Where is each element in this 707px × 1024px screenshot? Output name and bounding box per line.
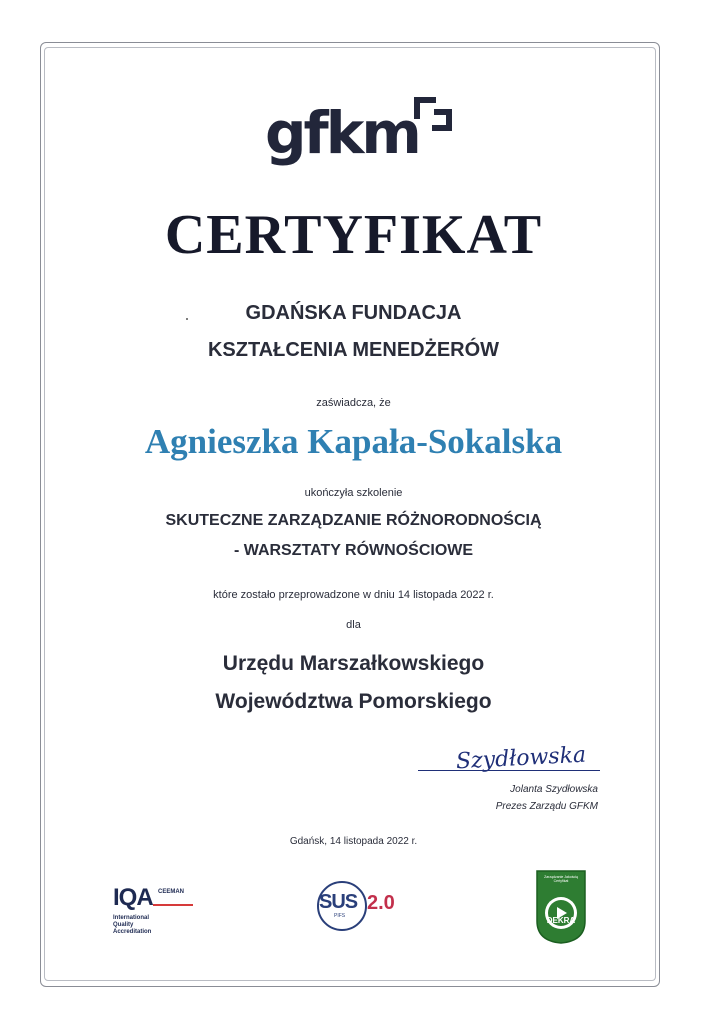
course-title-line-1: SKUTECZNE ZARZĄDZANIE RÓŻNORODNOŚCIĄ [165,512,542,529]
iqa-text: IQA [113,884,153,911]
iqa-caption-line: International [113,915,150,921]
ceeman-text: CEEMAN [158,889,185,895]
gfkm-logo [265,88,465,178]
iqa-caption-line: Quality [113,922,134,928]
certificate-title: CERTYFIKAT [164,204,543,266]
iqa-caption-line: Accreditation [113,929,152,935]
for-text: dla [346,619,361,631]
signature-line [418,770,600,771]
sus-text: SUS [319,891,358,913]
sus-logo [315,877,415,937]
gfkm-bracket-mark-icon [413,94,453,134]
signature-block [418,742,608,822]
sus-pifs-text: PIFS [334,913,346,919]
held-date-text: które zostało przeprowadzone w dniu 14 listopada 2022 r. [213,589,494,601]
dekra-label: DEKRA [546,916,576,925]
certifies-text: zaświadcza, że [316,397,391,409]
dekra-top-text: Zarządzanie Jakością Certyfikat [544,875,578,883]
completed-text: ukończyła szkolenie [304,487,403,499]
client-line-1: Urzędu Marszałkowskiego [222,652,485,675]
organization-line-2: KSZTAŁCENIA MENEDŻERÓW [207,339,500,361]
signatory-name: Jolanta Szydłowska [510,784,598,795]
place-date: Gdańsk, 14 listopada 2022 r. [289,836,418,847]
organization-line-1: GDAŃSKA FUNDACJA [245,302,462,324]
iqa-caption [113,915,151,936]
iqa-accent-bar [153,904,193,906]
iqa-accreditation-logo [113,880,208,950]
course-title-line-2: - WARSZTATY RÓWNOŚCIOWE [233,542,474,559]
signatory-role: Prezes Zarządu GFKM [495,801,598,812]
sus-version: 2.0 [367,892,395,914]
handwritten-signature: Szydłowska [455,742,587,775]
dekra-certification-badge [535,869,587,945]
logo-text: gfkm [265,99,419,167]
client-line-2: Województwa Pomorskiego [215,690,492,713]
recipient-name: Agnieszka Kapała-Sokalska [144,422,563,461]
